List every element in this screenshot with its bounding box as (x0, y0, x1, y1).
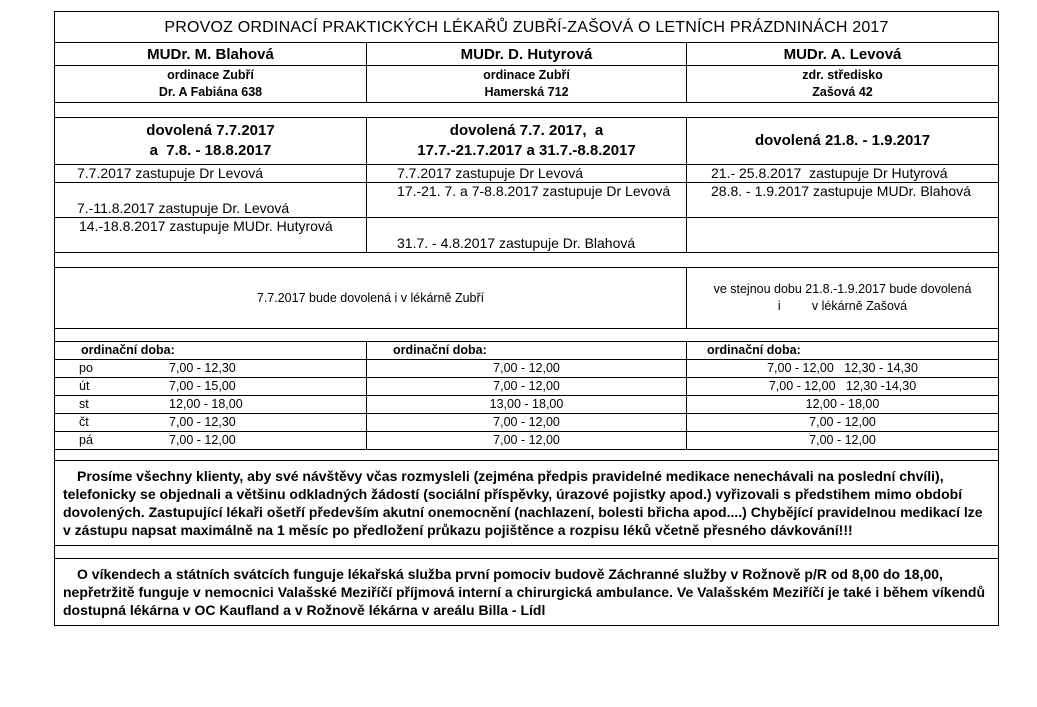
location-blahova (55, 66, 367, 103)
hours-label-hutyrova: ordinační doba: (367, 342, 687, 360)
hours-cell: 7,00 - 12,00 (367, 414, 687, 432)
day-label: po (79, 361, 93, 375)
hours-cell: 7,00 - 12,00 (687, 414, 999, 432)
day-label: pá (79, 433, 93, 447)
pharmacy-line: ve stejnou dobu 21.8.-1.9.2017 bude dovolená (713, 282, 972, 296)
title-row (55, 12, 999, 43)
substitute-cell: 17.-21. 7. a 7-8.8.2017 zastupuje Dr Levová (367, 183, 687, 218)
hours-row (55, 432, 999, 450)
spacer-cell (55, 450, 999, 461)
spacer-cell (55, 329, 999, 342)
vacation-hutyrova (367, 118, 687, 165)
location-line: ordinace Zubří (167, 68, 254, 82)
vacation-line: 17.7.-21.7.2017 a 31.7.-8.8.2017 (417, 142, 636, 159)
hours-row (55, 396, 999, 414)
hours-value: 7,00 - 12,30 (169, 415, 236, 429)
pharmacy-zubri: 7.7.2017 bude dovolená i v lékárně Zubří (55, 268, 687, 329)
notice-weekend: O víkendech a státních svátcích funguje lékařská služba první pomociv budově Záchranné služby v Rožnově p/R od 8,00 do 18,00, nepřetržitě funguje v nemocnici Valašské Meziříčí příjmová interní a chirurgická ambulance. Ve Valašském Meziříčí je také i během víkendů dostupná lékárna v OC Kaufland a v Rožnově lékárna v areálu Billa - Lídl (55, 559, 999, 626)
hours-row (55, 378, 999, 396)
spacer-row (55, 546, 999, 559)
day-label: čt (79, 415, 89, 429)
vacation-levova (687, 118, 999, 165)
vacation-line: dovolená 21.8. - 1.9.2017 (754, 132, 931, 149)
pharmacy-row (55, 268, 999, 329)
hours-cell: 7,00 - 12,00 12,30 -14,30 (687, 378, 999, 396)
spacer-cell (55, 103, 999, 118)
hours-value: 12,00 - 18,00 (169, 397, 243, 411)
substitute-cell (687, 218, 999, 253)
substitute-cell: 14.-18.8.2017 zastupuje MUDr. Hutyrová (55, 218, 367, 253)
hours-label-row (55, 342, 999, 360)
hours-cell: 7,00 - 12,00 (367, 378, 687, 396)
hours-cell (55, 396, 367, 414)
substitute-row (55, 165, 999, 183)
substitute-cell: 31.7. - 4.8.2017 zastupuje Dr. Blahová (367, 218, 687, 253)
substitute-cell: 7.7.2017 zastupuje Dr Levová (55, 165, 367, 183)
locations-row (55, 66, 999, 103)
notice-row (55, 461, 999, 546)
hours-row (55, 414, 999, 432)
vacation-blahova (55, 118, 367, 165)
notice-clients: Prosíme všechny klienty, aby své návštěvy včas rozmysleli (zejména předpis pravidelné medikace nenechávali na poslední chvíli), telefonicky se objednali a většinu odkladných žádostí (sociální příspěvky, úrazové pojistky apod.) vyřizovali s předstihem mimo období dovolených. Zastupující lékaři ošetří především akutní onemocnění (nachlazení, bolesti břicha apod....) Chybějící pravidelnou medikací lze v zástupu napsat maximálně na 1 měsíc po předložení průkazu pojištěnce a rozpisu léků včetně přesného dávkování!!! (55, 461, 999, 546)
spacer-row (55, 450, 999, 461)
spacer-row (55, 329, 999, 342)
hours-cell (55, 432, 367, 450)
substitute-cell: 7.7.2017 zastupuje Dr Levová (367, 165, 687, 183)
vacation-line: dovolená 7.7.2017 (146, 122, 275, 139)
hours-cell (55, 414, 367, 432)
substitute-cell: 28.8. - 1.9.2017 zastupuje MUDr. Blahová (687, 183, 999, 218)
document-title: PROVOZ ORDINACÍ PRAKTICKÝCH LÉKAŘŮ ZUBŘÍ-ZAŠOVÁ O LETNÍCH PRÁZDNINÁCH 2017 (55, 12, 999, 43)
hours-label-levova: ordinační doba: (687, 342, 999, 360)
hours-cell (55, 360, 367, 378)
address-line: Zašová 42 (812, 85, 873, 99)
substitute-cell: 21.- 25.8.2017 zastupuje Dr Hutyrová (687, 165, 999, 183)
pharmacy-zasova (687, 268, 999, 329)
vacation-row (55, 118, 999, 165)
substitute-row (55, 183, 999, 218)
spacer-row (55, 253, 999, 268)
pharmacy-line: i v lékárně Zašová (777, 299, 908, 313)
spacer-cell (55, 253, 999, 268)
schedule-document (54, 11, 998, 626)
location-line: ordinace Zubří (483, 68, 570, 82)
hours-cell: 7,00 - 12,00 (687, 432, 999, 450)
hours-cell: 7,00 - 12,00 (367, 432, 687, 450)
location-hutyrova (367, 66, 687, 103)
address-line: Dr. A Fabiána 638 (158, 85, 263, 99)
spacer-row (55, 103, 999, 118)
notice-row (55, 559, 999, 626)
address-line: Hamerská 712 (484, 85, 569, 99)
hours-cell: 7,00 - 12,00 12,30 - 14,30 (687, 360, 999, 378)
schedule-table (54, 11, 999, 626)
day-label: út (79, 379, 90, 393)
hours-label-blahova: ordinační doba: (55, 342, 367, 360)
location-line: zdr. středisko (802, 68, 883, 82)
hours-value: 7,00 - 12,30 (169, 361, 236, 375)
substitute-row (55, 218, 999, 253)
hours-cell (55, 378, 367, 396)
doctor-name-levova: MUDr. A. Levová (687, 43, 999, 66)
hours-cell: 13,00 - 18,00 (367, 396, 687, 414)
vacation-line: dovolená 7.7. 2017, a (449, 122, 604, 139)
hours-cell: 12,00 - 18,00 (687, 396, 999, 414)
day-label: st (79, 397, 89, 411)
substitute-cell: 7.-11.8.2017 zastupuje Dr. Levová (55, 183, 367, 218)
hours-row (55, 360, 999, 378)
doctor-name-hutyrova: MUDr. D. Hutyrová (367, 43, 687, 66)
hours-cell: 7,00 - 12,00 (367, 360, 687, 378)
spacer-cell (55, 546, 999, 559)
location-levova (687, 66, 999, 103)
hours-value: 7,00 - 15,00 (169, 379, 236, 393)
doctor-names-row (55, 43, 999, 66)
hours-value: 7,00 - 12,00 (169, 433, 236, 447)
vacation-line: a 7.8. - 18.8.2017 (149, 142, 272, 159)
doctor-name-blahova: MUDr. M. Blahová (55, 43, 367, 66)
